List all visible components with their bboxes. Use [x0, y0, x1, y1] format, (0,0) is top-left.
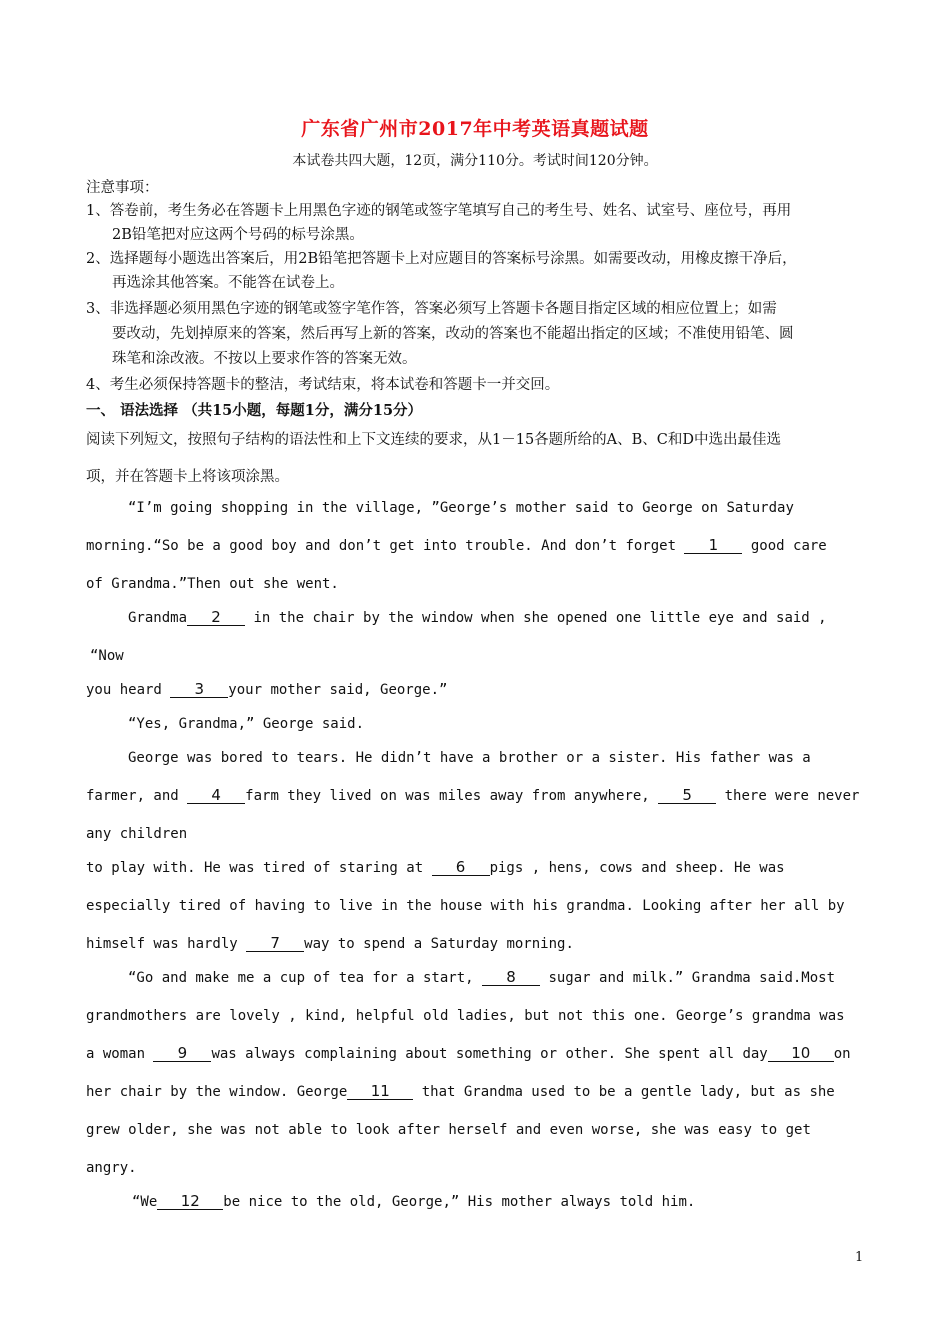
passage-line: “We 12 be nice to the old, George,” His mother always told him. [132, 1192, 696, 1210]
notice-item-3-line-1: 3、非选择题必须用黑色字迹的钢笔或签字笔作答，答案必须写上答题卡各题目指定区域的相应位置上；如需 [86, 301, 777, 317]
section-heading: 一、 语法选择 （共15小题，每题1分，满分15分） [86, 402, 423, 419]
passage-line: himself was hardly 7 way to spend a Saturday morning. [86, 934, 574, 952]
passage-line: “I’m going shopping in the village, ”George’s mother said to George on Saturday [128, 500, 794, 516]
blank-8: 8 [482, 970, 540, 986]
notice-item-4: 4、考生必须保持答题卡的整洁，考试结束，将本试卷和答题卡一并交回。 [86, 377, 560, 393]
passage-line: to play with. He was tired of staring at 6 pigs , hens, cows and sheep. He was [86, 858, 785, 876]
blank-1: 1 [684, 538, 742, 554]
passage-line: angry. [86, 1160, 137, 1176]
exam-info: 本试卷共四大题，12页，满分110分。考试时间120分钟。 [292, 153, 658, 169]
passage-line: morning.“So be a good boy and don’t get into trouble. And don’t forget 1 good care [86, 536, 827, 554]
blank-11: 11 [347, 1084, 413, 1100]
blank-7: 7 [246, 936, 304, 952]
blank-3: 3 [170, 682, 228, 698]
passage-line: a woman 9 was always complaining about something or other. She spent all day 10 on [86, 1044, 851, 1062]
passage-line: grew older, she was not able to look after herself and even worse, she was easy to get [86, 1122, 811, 1138]
section-instruction-line-1: 阅读下列短文，按照句子结构的语法性和上下文连续的要求，从1－15各题所给的A、B、C和D中选出最佳选 [86, 432, 782, 448]
passage-line: George was bored to tears. He didn’t have a brother or a sister. His father was a [128, 750, 811, 766]
notice-item-3-line-3: 珠笔和涂改液。不按以上要求作答的答案无效。 [112, 351, 417, 367]
notice-item-2-line-2: 再选涂其他答案。不能答在试卷上。 [112, 275, 344, 291]
notice-item-1-line-2: 2B铅笔把对应这两个号码的标号涂黑。 [112, 227, 364, 243]
passage-line: any children [86, 826, 188, 842]
blank-2: 2 [187, 610, 245, 626]
passage-line: her chair by the window. George 11 that Grandma used to be a gentle lady, but as she [86, 1082, 835, 1100]
blank-5: 5 [658, 788, 716, 804]
passage-line: you heard 3 your mother said, George.” [86, 680, 448, 698]
page-title: 广东省广州市2017年中考英语真题试题 [301, 118, 649, 140]
blank-9: 9 [153, 1046, 211, 1062]
page-number: 1 [855, 1250, 864, 1265]
blank-10: 10 [768, 1046, 834, 1062]
passage-line: “Now [90, 648, 124, 664]
notice-item-1-line-1: 1、答卷前，考生务必在答题卡上用黑色字迹的钢笔或签字笔填写自己的考生号、姓名、试室号、座位号，再用 [86, 203, 792, 219]
blank-6: 6 [432, 860, 490, 876]
passage-line: “Yes, Grandma,” George said. [128, 716, 365, 732]
passage-line: grandmothers are lovely , kind, helpful old ladies, but not this one. George’s grandma was [86, 1008, 845, 1024]
notice-heading: 注意事项： [86, 180, 159, 196]
passage-line: “Go and make me a cup of tea for a start, 8 sugar and milk.” Grandma said.Most [128, 968, 836, 986]
passage-line: Grandma 2 in the chair by the window when she opened one little eye and said , [128, 608, 827, 626]
passage-line: especially tired of having to live in the house with his grandma. Looking after her all by [86, 898, 845, 914]
notice-item-2-line-1: 2、选择题每小题选出答案后，用2B铅笔把答题卡上对应题目的答案标号涂黑。如需要改动，用橡皮擦干净后， [86, 251, 797, 267]
notice-item-3-line-2: 要改动，先划掉原来的答案，然后再写上新的答案，改动的答案也不能超出指定的区域；不准使用铅笔、圆 [112, 326, 794, 342]
blank-12: 12 [157, 1194, 223, 1210]
blank-4: 4 [187, 788, 245, 804]
passage-line: farmer, and 4 farm they lived on was miles away from anywhere, 5 there were never [86, 786, 860, 804]
section-instruction-line-2: 项，并在答题卡上将该项涂黑。 [86, 469, 289, 485]
passage-line: of Grandma.”Then out she went. [86, 576, 339, 592]
